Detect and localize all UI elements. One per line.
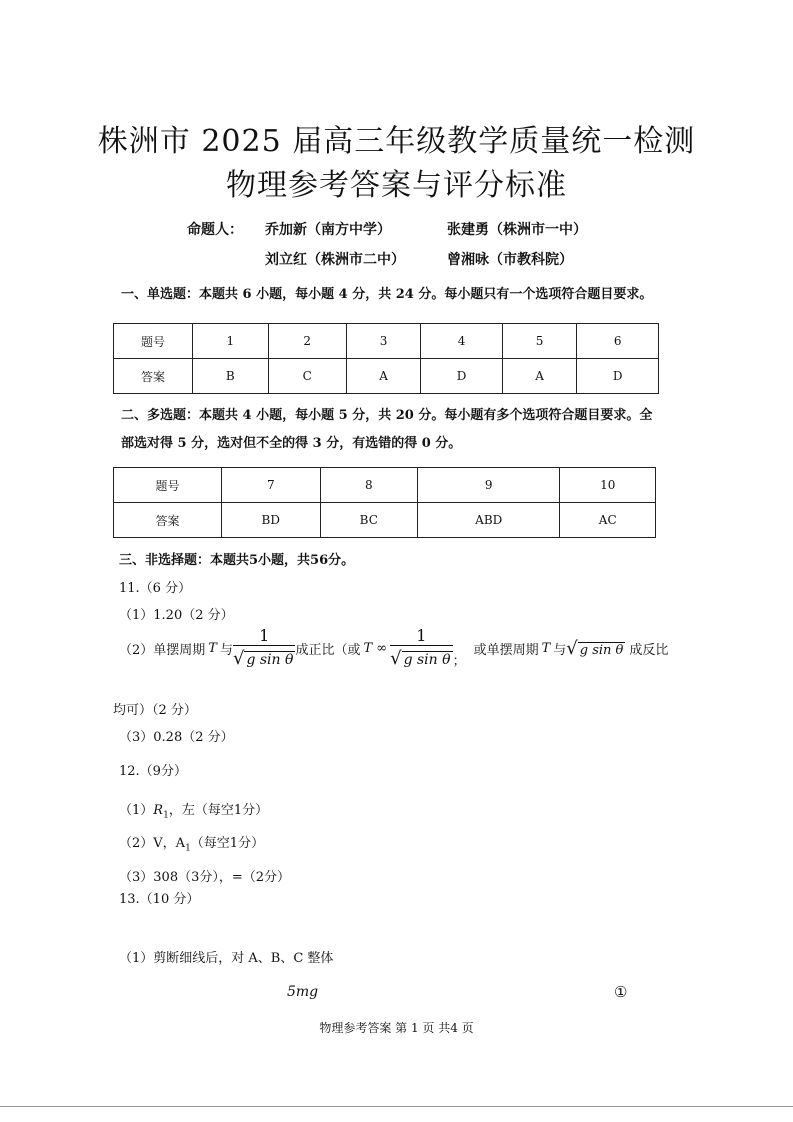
question-number: 10: [560, 468, 656, 503]
row-label: 答案: [114, 503, 222, 538]
fraction: [390, 627, 452, 669]
author-4: 曾湘咏（市教科院）: [447, 252, 573, 268]
section2-heading-line2: 部选对得 5 分，选对但不全的得 3 分，有选错的得 0 分。: [121, 436, 462, 451]
table-row: [114, 503, 656, 538]
equation-number: ①: [614, 983, 628, 1001]
answer-cell: BD: [222, 503, 321, 538]
answer-cell: D: [577, 359, 659, 394]
fraction-numerator: 1: [259, 626, 270, 645]
authors-label: 命题人：: [187, 222, 243, 238]
q12-p2-prefix: （2）V，A: [119, 836, 186, 851]
answer-cell: BC: [320, 503, 417, 538]
table-row: [114, 359, 659, 394]
author-1: 乔加新（南方中学）: [265, 222, 391, 238]
row-label: 答案: [114, 359, 193, 394]
q11-part2: [119, 627, 668, 669]
question-number: 7: [222, 468, 321, 503]
sqrt-icon: √: [232, 648, 245, 669]
row-label: 题号: [114, 324, 193, 359]
resistor-symbol: R: [153, 803, 164, 818]
fraction: [233, 627, 295, 669]
question-number: 4: [421, 324, 503, 359]
q12-part3: （3）308（3分），=（2分）: [119, 870, 291, 885]
fraction-denominator: [390, 645, 452, 669]
answer-cell: A: [346, 359, 420, 394]
fraction-denominator: [233, 645, 295, 669]
q11-part2-line2: 均可）（2 分）: [113, 703, 197, 718]
sqrt-icon: √: [566, 637, 578, 659]
subscript: 1: [163, 810, 169, 821]
answer-cell: ABD: [418, 503, 560, 538]
author-3: 刘立红（株洲市二中）: [265, 252, 405, 268]
q11-p2-text: 与: [553, 642, 567, 658]
question-number: 1: [193, 324, 269, 359]
q12-p1-suffix: ，左（每空1分）: [168, 803, 269, 818]
section2-answer-table: [113, 467, 656, 538]
page-subtitle: 物理参考答案与评分标准: [226, 168, 567, 203]
author-2: 张建勇（株洲市一中）: [447, 222, 587, 238]
section3-heading: 三、非选择题：本题共5小题，共56分。: [119, 553, 355, 568]
q13-part1: （1）剪断细线后，对 A、B、C 整体: [119, 951, 334, 966]
q11-p2-text: 成反比: [629, 642, 669, 658]
question-number: 9: [418, 468, 560, 503]
subscript: 1: [185, 843, 191, 854]
semicolon: ；: [452, 654, 466, 669]
table-row: [114, 324, 659, 359]
sqrt-expression: g sin θ: [246, 652, 294, 668]
period-symbol: T: [541, 640, 551, 656]
row-label: 题号: [114, 468, 222, 503]
page-bottom-divider: [0, 1106, 793, 1107]
page-footer: 物理参考答案 第 1 页 共4 页: [319, 1021, 474, 1035]
sqrt-expression: g sin θ: [403, 652, 451, 668]
section1-heading: 一、单选题：本题共 6 小题，每小题 4 分，共 24 分。每小题只有一个选项符合题目要求。: [121, 287, 653, 302]
table-row: [114, 468, 656, 503]
question-number: 3: [346, 324, 420, 359]
q11-p2-text: 与: [219, 642, 233, 658]
q12-part1: [119, 799, 268, 821]
q11-p2-text: 成正比（或: [295, 642, 361, 658]
q12-p2-suffix: （每空1分）: [190, 836, 265, 851]
section1-answer-table: [113, 323, 659, 394]
section2-heading-line1: 二、多选题：本题共 4 小题，每小题 5 分，共 20 分。每小题有多个选项符合题目要求。全: [121, 408, 653, 423]
proportional-expression: T ∞: [363, 640, 388, 656]
q11-part1: （1）1.20（2 分）: [119, 608, 234, 623]
sqrt-expression: g sin θ: [579, 642, 624, 658]
q13-title: 13.（10 分）: [119, 892, 200, 907]
question-number: 8: [320, 468, 417, 503]
sqrt-icon: √: [390, 648, 402, 669]
q11-p2-text: 或单摆周期: [473, 642, 539, 658]
question-number: 6: [577, 324, 659, 359]
answer-cell: A: [502, 359, 576, 394]
answer-cell: C: [268, 359, 346, 394]
answer-cell: AC: [560, 503, 656, 538]
question-number: 2: [268, 324, 346, 359]
answer-cell: D: [421, 359, 503, 394]
q12-p1-prefix: （1）: [119, 803, 154, 818]
q12-part2: [119, 832, 264, 854]
fraction-numerator: 1: [416, 626, 427, 645]
question-number: 5: [502, 324, 576, 359]
inline-sqrt: [566, 638, 625, 659]
answer-cell: B: [193, 359, 269, 394]
q12-title: 12.（9分）: [119, 764, 187, 779]
q11-part3: （3）0.28（2 分）: [119, 730, 234, 745]
period-symbol: T: [208, 640, 217, 656]
q11-title: 11.（6 分）: [119, 581, 192, 596]
q11-p2-text: （2）单摆周期: [119, 642, 206, 658]
q13-equation: 5mg: [287, 984, 319, 1000]
page-title: 株洲市 2025 届高三年级教学质量统一检测: [97, 124, 696, 159]
